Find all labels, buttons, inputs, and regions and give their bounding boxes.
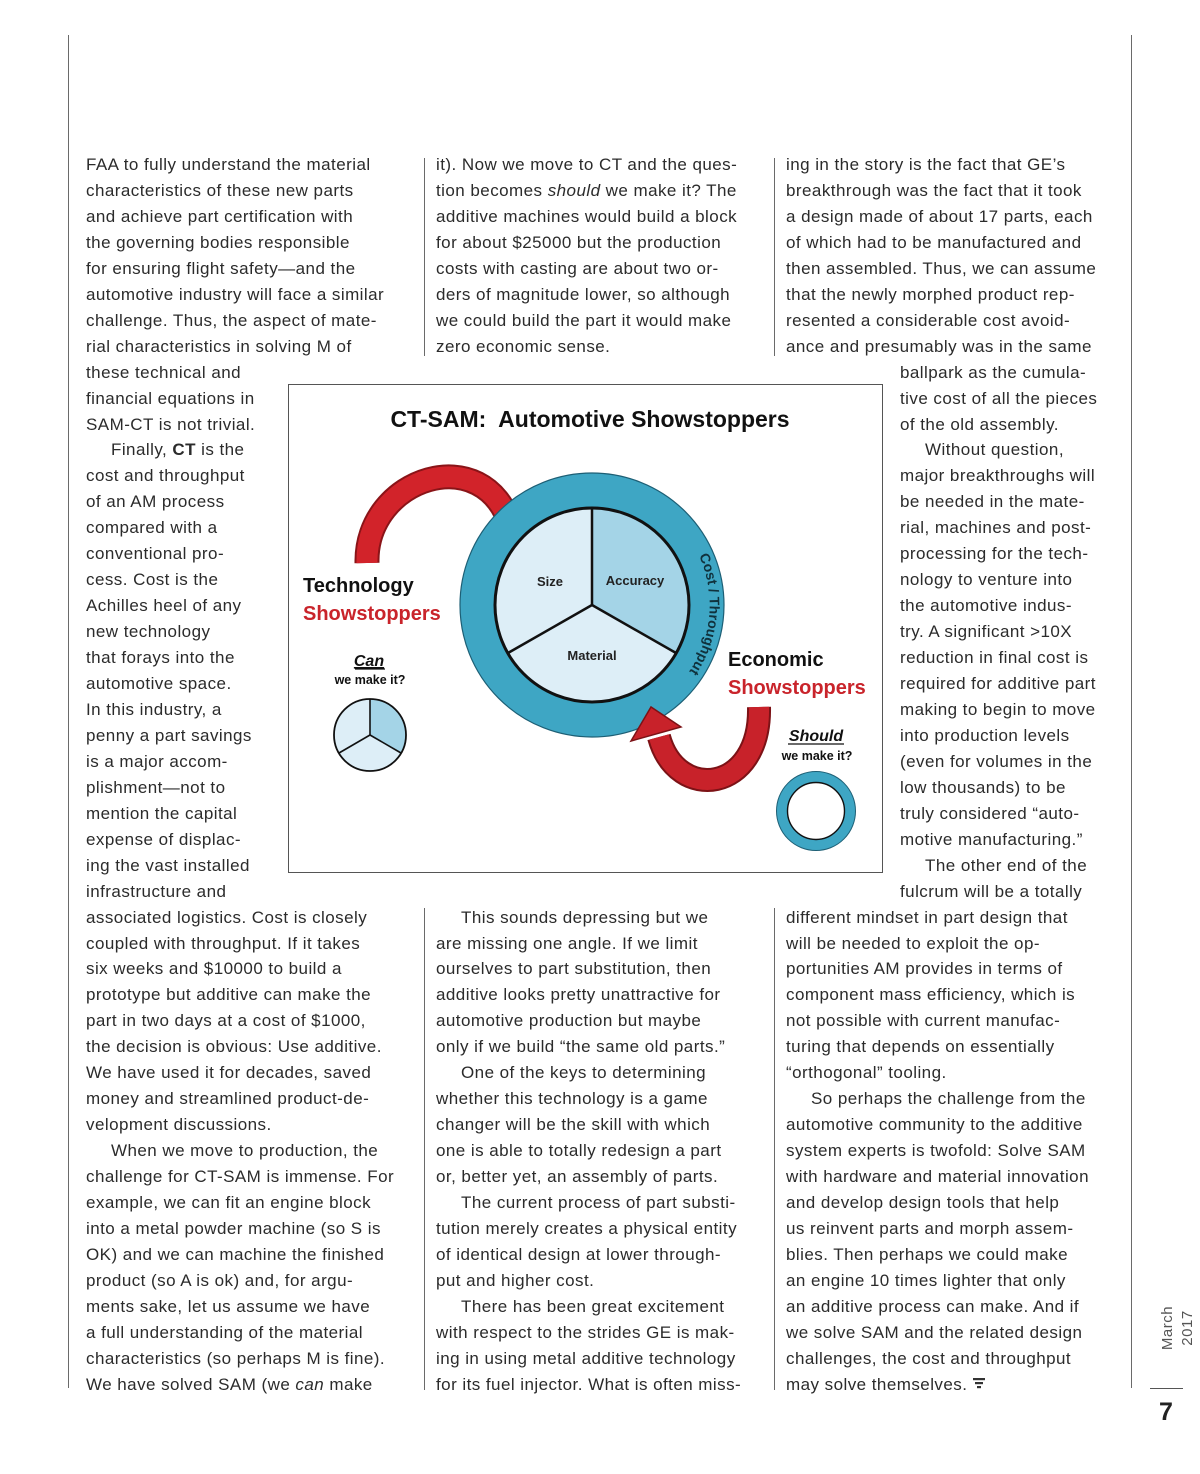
- text-segment: additive machines would build a block: [436, 206, 738, 226]
- can-label: Can: [353, 653, 385, 670]
- text-segment: truly considered “auto-: [900, 803, 1080, 823]
- text-segment: OK) and we can machine the finished: [86, 1244, 385, 1264]
- text-segment: it). Now we move to CT and the ques-: [436, 155, 738, 174]
- text-line: [786, 905, 1068, 931]
- text-line: [436, 1008, 701, 1034]
- text-line: [786, 152, 1065, 178]
- text-segment: challenges, the cost and throughput: [786, 1348, 1072, 1368]
- text-segment: of which had to be manufactured and: [786, 232, 1082, 252]
- text-line: [786, 956, 1063, 982]
- text-segment: ing in the story is the fact that GE’s: [786, 155, 1066, 174]
- text-line: [86, 879, 226, 905]
- text-line: [900, 827, 1083, 853]
- text-segment: not possible with current manufac-: [786, 1011, 1061, 1031]
- text-line: [86, 982, 371, 1008]
- text-line: [900, 723, 1070, 749]
- text-segment: the governing bodies responsible: [86, 232, 350, 252]
- text-line: [86, 749, 228, 775]
- text-line: [461, 1060, 706, 1086]
- text-line: [86, 956, 342, 982]
- text-line: [786, 1112, 1083, 1138]
- text-segment: financial equations in: [86, 388, 255, 408]
- text-line: [900, 463, 1095, 489]
- text-segment: for ensuring flight safety—and the: [86, 258, 356, 278]
- text-segment: rial, machines and post-: [900, 518, 1092, 538]
- text-segment: challenge. Thus, the aspect of mate-: [86, 310, 377, 330]
- text-line: [436, 1268, 594, 1294]
- text-segment: motive manufacturing.”: [900, 829, 1083, 849]
- text-segment: then assembled. Thus, we can assume: [786, 258, 1097, 278]
- text-line: [86, 1372, 373, 1398]
- text-line: [900, 515, 1091, 541]
- text-segment: or, better yet, an assembly of parts.: [436, 1167, 719, 1187]
- text-segment: cess. Cost is the: [86, 570, 219, 590]
- text-segment: mention the capital: [86, 803, 238, 823]
- text-segment: make: [324, 1374, 373, 1394]
- text-line: [786, 1320, 1082, 1346]
- text-segment: try. A significant >10X: [900, 622, 1073, 642]
- text-segment: nology to venture into: [900, 570, 1073, 590]
- text-segment: The other end of the: [925, 855, 1088, 875]
- text-segment: costs with casting are about two or-: [436, 258, 719, 278]
- can-question: we make it?: [334, 673, 406, 687]
- text-segment: FAA to fully understand the material: [86, 155, 371, 174]
- text-segment: us reinvent parts and morph assem-: [786, 1218, 1074, 1238]
- text-line: [86, 931, 360, 957]
- text-segment: blies. Then perhaps we could make: [786, 1244, 1068, 1264]
- text-segment: can: [295, 1374, 325, 1394]
- text-line: [436, 1138, 722, 1164]
- text-line: [900, 489, 1085, 515]
- text-segment: associated logistics. Cost is closely: [86, 907, 368, 927]
- text-line: [786, 308, 1070, 334]
- text-segment: may solve themselves.: [786, 1374, 968, 1394]
- text-line: [900, 412, 1059, 438]
- economic-heading: Economic: [728, 649, 824, 671]
- text-segment: rial characteristics in solving M of: [86, 336, 352, 356]
- text-line: [86, 1294, 370, 1320]
- text-segment: There has been great excitement: [461, 1296, 725, 1316]
- text-segment: expense of displac-: [86, 829, 242, 849]
- text-line: [436, 1086, 708, 1112]
- text-segment: that forays into the: [86, 648, 235, 668]
- text-segment: of an AM process: [86, 492, 225, 512]
- text-line: [786, 1216, 1073, 1242]
- text-segment: So perhaps the challenge from the: [811, 1089, 1086, 1109]
- text-segment: automotive space.: [86, 674, 232, 693]
- text-line: [86, 541, 224, 567]
- text-line: [786, 204, 1093, 230]
- text-segment: We have used it for decades, saved: [86, 1063, 372, 1083]
- text-line: [900, 645, 1088, 671]
- page-border-right: [1131, 35, 1132, 1388]
- small-pie-icon: [334, 699, 406, 771]
- text-line: [86, 697, 222, 723]
- text-line: [86, 1320, 363, 1346]
- text-segment: ballpark as the cumula-: [900, 362, 1087, 382]
- text-segment: are missing one angle. If we limit: [436, 933, 698, 953]
- text-line: [86, 905, 367, 931]
- text-segment: is the: [195, 440, 245, 460]
- text-line: [786, 1034, 1055, 1060]
- text-line: [786, 282, 1075, 308]
- text-line: [436, 1346, 736, 1372]
- text-line: [86, 853, 250, 879]
- text-line: [786, 178, 1082, 204]
- text-line: [86, 1242, 384, 1268]
- text-line: [900, 775, 1066, 801]
- text-line: [436, 1164, 718, 1190]
- text-segment: prototype but additive can make the: [86, 985, 372, 1005]
- text-segment: CT: [172, 440, 196, 460]
- text-line: [900, 360, 1086, 386]
- text-line: [786, 1242, 1068, 1268]
- ring-label: Cost / Throughput: [686, 550, 723, 679]
- text-segment: Finally,: [111, 440, 173, 460]
- text-line: [436, 152, 737, 178]
- text-segment: will be needed to exploit the op-: [786, 933, 1040, 953]
- technology-showstoppers: Showstoppers: [303, 603, 441, 625]
- figure-ct-sam-diagram: [288, 384, 883, 873]
- issue-date: March 2017: [1159, 1305, 1196, 1351]
- text-line: [86, 230, 350, 256]
- text-segment: we make it? The: [600, 180, 737, 200]
- text-line: [900, 801, 1080, 827]
- text-segment: turing that depends on essentially: [786, 1037, 1055, 1057]
- text-line: [436, 178, 737, 204]
- text-segment: ance and presumably was in the same: [786, 336, 1092, 356]
- text-line: [86, 515, 217, 541]
- text-segment: tution merely creates a physical entity: [436, 1218, 738, 1238]
- text-line: [436, 956, 711, 982]
- text-segment: characteristics (so perhaps M is fine).: [86, 1348, 386, 1368]
- text-line: [436, 204, 737, 230]
- text-line: [86, 256, 356, 282]
- text-segment: compared with a: [86, 518, 218, 538]
- text-line: [86, 723, 252, 749]
- text-line: [786, 256, 1096, 282]
- text-segment: “orthogonal” tooling.: [786, 1063, 947, 1083]
- text-segment: breakthrough was the fact that it took: [786, 180, 1082, 200]
- text-line: [86, 1034, 382, 1060]
- text-segment: automotive community to the additive: [786, 1115, 1083, 1135]
- column-divider: [774, 908, 775, 1390]
- text-line: [86, 282, 384, 308]
- text-line: [786, 1008, 1060, 1034]
- text-line: [786, 1190, 1059, 1216]
- text-line: [786, 1268, 1066, 1294]
- text-line: [436, 334, 610, 360]
- text-segment: fulcrum will be a totally: [900, 881, 1083, 901]
- text-segment: The current process of part substi-: [461, 1193, 736, 1212]
- text-segment: major breakthroughs will: [900, 466, 1096, 486]
- text-segment: automotive industry will face a similar: [86, 284, 385, 304]
- text-line: [786, 931, 1040, 957]
- technology-heading: Technology: [303, 575, 414, 597]
- segment-label-accuracy: Accuracy: [605, 573, 665, 588]
- text-segment: required for additive part: [900, 674, 1096, 693]
- text-segment: challenge for CT-SAM is immense. For: [86, 1167, 395, 1187]
- text-segment: of the old assembly.: [900, 414, 1059, 434]
- text-line: [900, 671, 1096, 697]
- should-question: we make it?: [781, 749, 853, 763]
- text-line: [436, 982, 721, 1008]
- footer-rule: [1150, 1388, 1183, 1389]
- text-line: [436, 1112, 710, 1138]
- text-segment: SAM-CT is not trivial.: [86, 414, 256, 434]
- text-segment: characteristics of these new parts: [86, 180, 354, 200]
- text-line: [900, 541, 1088, 567]
- text-segment: new technology: [86, 622, 211, 642]
- text-line: [86, 386, 255, 412]
- text-segment: zero economic sense.: [436, 336, 611, 356]
- text-segment: an engine 10 times lighter that only: [786, 1270, 1066, 1290]
- text-segment: be needed in the mate-: [900, 492, 1085, 512]
- text-segment: low thousands) to be: [900, 777, 1066, 797]
- text-line: [900, 749, 1092, 775]
- text-line: [86, 463, 245, 489]
- text-line: [86, 334, 352, 360]
- text-line: [86, 1190, 371, 1216]
- text-segment: we could build the part it would make: [436, 310, 732, 330]
- text-line: [900, 619, 1072, 645]
- text-segment: for about $25000 but the production: [436, 232, 722, 252]
- text-segment: conventional pro-: [86, 544, 225, 564]
- text-segment: tion becomes: [436, 180, 548, 200]
- text-segment: of identical design at lower through-: [436, 1244, 722, 1264]
- text-line: [86, 619, 210, 645]
- text-segment: with respect to the strides GE is mak-: [436, 1322, 735, 1342]
- text-segment: ders of magnitude lower, so although: [436, 284, 731, 304]
- text-line: [86, 360, 241, 386]
- should-label: Should: [788, 728, 844, 745]
- text-line: [436, 256, 719, 282]
- text-line: [900, 567, 1072, 593]
- small-ring-icon: [777, 772, 856, 851]
- text-segment: different mindset in part design that: [786, 907, 1068, 927]
- text-segment: coupled with throughput. If it takes: [86, 933, 361, 953]
- text-line: [786, 1346, 1071, 1372]
- page-number: 7: [1159, 1398, 1173, 1426]
- text-line: [461, 1294, 724, 1320]
- text-line: [811, 1086, 1086, 1112]
- text-line: [86, 645, 235, 671]
- text-line: [436, 1242, 721, 1268]
- text-segment: six weeks and $10000 to build a: [86, 959, 342, 979]
- text-line: [111, 1138, 378, 1164]
- text-segment: with hardware and material innovation: [786, 1167, 1089, 1187]
- text-segment: that the newly morphed product rep-: [786, 284, 1075, 304]
- text-segment: When we move to production, the: [111, 1141, 379, 1161]
- text-line: [786, 982, 1075, 1008]
- text-line: [86, 827, 241, 853]
- economic-arrow-icon: [631, 707, 759, 780]
- end-of-article-icon: [973, 1377, 985, 1391]
- text-segment: should: [547, 180, 601, 200]
- text-segment: infrastructure and: [86, 881, 227, 901]
- text-line: [900, 386, 1097, 412]
- text-segment: is a major accom-: [86, 751, 228, 771]
- text-line: [86, 593, 241, 619]
- text-line: [436, 1372, 741, 1398]
- text-segment: product (so A is ok) and, for argu-: [86, 1270, 354, 1290]
- text-line: [86, 152, 371, 178]
- text-line: [786, 1294, 1079, 1320]
- text-line: [900, 697, 1096, 723]
- text-segment: the automotive indus-: [900, 596, 1072, 616]
- text-segment: making to begin to move: [900, 699, 1096, 719]
- text-segment: into production levels: [900, 725, 1070, 745]
- text-segment: and achieve part certification with: [86, 206, 354, 226]
- text-segment: We have solved SAM (we: [86, 1374, 296, 1394]
- text-line: [86, 1086, 369, 1112]
- text-line: [786, 334, 1092, 360]
- text-segment: velopment discussions.: [86, 1115, 272, 1135]
- text-segment: portunities AM provides in terms of: [786, 959, 1063, 979]
- text-segment: example, we can fit an engine block: [86, 1193, 372, 1212]
- text-line: [786, 1164, 1089, 1190]
- text-segment: ing the vast installed: [86, 855, 250, 875]
- text-line: [86, 412, 255, 438]
- text-line: [86, 671, 232, 697]
- text-segment: we solve SAM and the related design: [786, 1322, 1083, 1342]
- text-line: [86, 1008, 366, 1034]
- text-segment: ing in using metal additive technology: [436, 1348, 736, 1368]
- text-segment: a full understanding of the material: [86, 1322, 364, 1342]
- text-line: [86, 801, 237, 827]
- text-segment: reduction in final cost is: [900, 648, 1089, 668]
- text-line: [86, 775, 226, 801]
- text-line: [436, 230, 721, 256]
- column-divider: [424, 158, 425, 356]
- text-line: [436, 1034, 725, 1060]
- column-divider: [424, 908, 425, 1390]
- text-segment: whether this technology is a game: [436, 1089, 708, 1109]
- text-line: [86, 489, 225, 515]
- page-border-left: [68, 35, 69, 1388]
- text-segment: part in two days at a cost of $1000,: [86, 1011, 366, 1031]
- segment-label-material: Material: [567, 648, 617, 663]
- text-segment: processing for the tech-: [900, 544, 1089, 564]
- text-segment: In this industry, a: [86, 699, 222, 719]
- text-line: [86, 204, 353, 230]
- text-segment: tive cost of all the pieces: [900, 388, 1098, 408]
- text-line: [86, 308, 377, 334]
- text-line: [900, 593, 1072, 619]
- text-segment: resented a considerable cost avoid-: [786, 310, 1071, 330]
- text-segment: plishment—not to: [86, 777, 226, 797]
- text-line: [786, 1372, 985, 1398]
- text-segment: these technical and: [86, 362, 242, 382]
- text-line: [461, 1190, 736, 1216]
- text-line: [436, 931, 698, 957]
- diagram: [289, 385, 882, 872]
- text-segment: only if we build “the same old parts.”: [436, 1037, 726, 1057]
- text-line: [86, 178, 354, 204]
- text-line: [786, 230, 1082, 256]
- text-line: [86, 1346, 385, 1372]
- text-segment: system experts is twofold: Solve SAM: [786, 1141, 1086, 1161]
- text-line: [461, 905, 708, 931]
- text-segment: and develop design tools that help: [786, 1193, 1060, 1212]
- text-segment: (even for volumes in the: [900, 751, 1093, 771]
- text-segment: cost and throughput: [86, 466, 245, 486]
- text-line: [111, 437, 244, 463]
- text-segment: additive looks pretty unattractive for: [436, 985, 721, 1005]
- column-divider: [774, 158, 775, 356]
- text-line: [436, 1320, 735, 1346]
- text-segment: component mass efficiency, which is: [786, 985, 1076, 1005]
- text-line: [86, 1060, 371, 1086]
- text-line: [786, 1060, 947, 1086]
- text-segment: for its fuel injector. What is often miss-: [436, 1374, 742, 1394]
- text-line: [436, 282, 730, 308]
- text-segment: money and streamlined product-de-: [86, 1089, 370, 1109]
- text-line: [436, 308, 731, 334]
- economic-showstoppers: Showstoppers: [728, 677, 866, 699]
- text-line: [86, 1268, 353, 1294]
- segment-label-size: Size: [536, 574, 564, 589]
- text-line: [786, 1138, 1086, 1164]
- text-line: [86, 567, 218, 593]
- text-line: [86, 1112, 272, 1138]
- text-segment: automotive production but maybe: [436, 1011, 702, 1031]
- text-segment: ourselves to part substitution, then: [436, 959, 712, 979]
- text-line: [900, 879, 1082, 905]
- figure-title: CT-SAM: Automotive Showstoppers: [390, 406, 790, 432]
- text-segment: the decision is obvious: Use additive.: [86, 1037, 382, 1057]
- text-line: [925, 437, 1064, 463]
- text-line: [86, 1216, 381, 1242]
- text-segment: a design made of about 17 parts, each: [786, 206, 1093, 226]
- text-segment: an additive process can make. And if: [786, 1296, 1080, 1316]
- text-segment: Without question,: [925, 440, 1065, 460]
- text-segment: changer will be the skill with which: [436, 1115, 711, 1135]
- text-line: [86, 1164, 394, 1190]
- text-segment: penny a part savings: [86, 725, 252, 745]
- text-segment: ments sake, let us assume we have: [86, 1296, 371, 1316]
- text-segment: one is able to totally redesign a part: [436, 1141, 722, 1161]
- text-segment: This sounds depressing but we: [461, 907, 709, 927]
- text-segment: into a metal powder machine (so S is: [86, 1218, 381, 1238]
- text-segment: One of the keys to determining: [461, 1063, 707, 1083]
- text-line: [925, 853, 1087, 879]
- text-segment: Achilles heel of any: [86, 596, 242, 616]
- text-line: [436, 1216, 737, 1242]
- text-segment: put and higher cost.: [436, 1270, 595, 1290]
